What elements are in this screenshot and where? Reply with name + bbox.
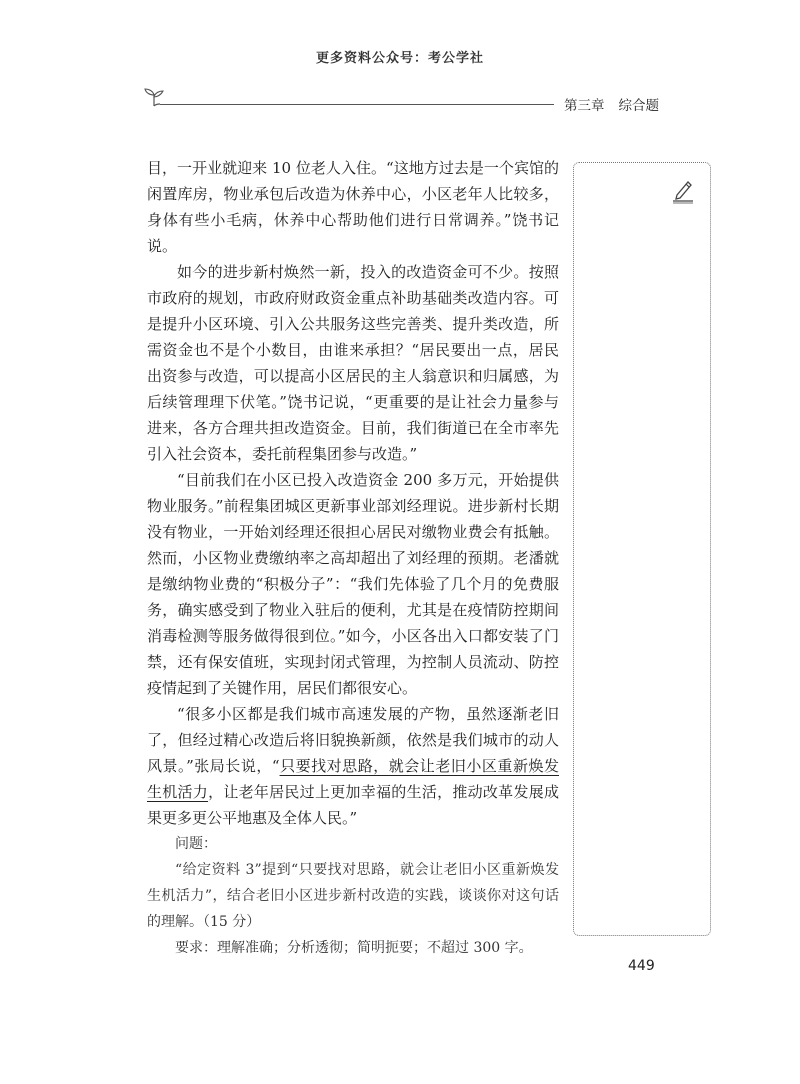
question-requirements: 要求：理解准确；分析透彻；简明扼要；不超过 300 字。 xyxy=(175,940,533,956)
question-text: “给定资料 3”提到“只要找对思路，就会让老旧小区重新焕发生机活力”，结合老旧小区进步新村改造的实践，谈谈你对这句话的理解。（15 分） xyxy=(147,862,559,930)
paragraph-2: 如今的进步新村焕然一新，投入的改造资金可不少。按照市政府的规划，市政府财政资金重点补助基础类改造内容。可是提升小区环境、引入公共服务这些完善类、提升类改造，所需资金也不是个小数目，由谁来承担？“居民要出一点，居民出资参与改造，可以提高小区居民的主人翁意识和归属感，为后续管理理下伏笔。”饶书记说，“更重要的是让社会力量参与进来，各方合理共担改造资金。目前，我们街道已在全市率先引入社会资本，委托前程集团参与改造。” xyxy=(147,263,559,463)
question-label: 问题： xyxy=(175,836,217,852)
notes-area xyxy=(573,162,711,936)
article-body xyxy=(147,155,559,961)
paragraph-4-start: “很多小区都是我们城市高速发展的产物，虽然逐渐老旧了，但经过精心改造后将旧貌换新颜，依然是我们城市的动人风景。”张局长说，“ xyxy=(147,705,559,775)
chapter-heading xyxy=(564,94,659,114)
paragraph-4 xyxy=(147,701,559,831)
section-label: 综合题 xyxy=(618,98,659,114)
page-number: 449 xyxy=(628,958,655,974)
paragraph-1: 目，一开业就迎来 10 位老人入住。“这地方过去是一个宾馆的闲置库房，物业承包后改造为休养中心，小区老年人比较多，身体有些小毛病，休养中心帮助他们进行日常调养。”饶书记说。 xyxy=(147,159,559,255)
watermark-text: 更多资料公众号：考公学社 xyxy=(315,51,484,66)
chapter-label: 第三章 xyxy=(564,98,605,114)
pencil-icon xyxy=(671,178,695,204)
header-rule xyxy=(160,104,554,105)
underlined-quote: 只要找对思路，就会让老旧小区重新焕发生机活力 xyxy=(147,757,559,801)
paragraph-4-end: ，让老年居民过上更加幸福的生活，推动改革发展成果更多更公平地惠及全体人民。” xyxy=(147,783,559,827)
paragraph-3: “目前我们在小区已投入改造资金 200 多万元，开始提供物业服务。”前程集团城区更新事业部刘经理说。进步新村长期没有物业，一开始刘经理还很担心居民对缴物业费会有抵触。然而，小区物业费缴纳率之高却超出了刘经理的预期。老潘就是缴纳物业费的“积极分子”：“我们先体验了几个月的免费服务，确实感受到了物业入驻后的便利，尤其是在疫情防控期间消毒检测等服务做得很到位。”如今，小区各出入口都安装了门禁，还有保安值班，实现封闭式管理，为控制人员流动、防控疫情起到了关键作用，居民们都很安心。 xyxy=(147,471,559,697)
